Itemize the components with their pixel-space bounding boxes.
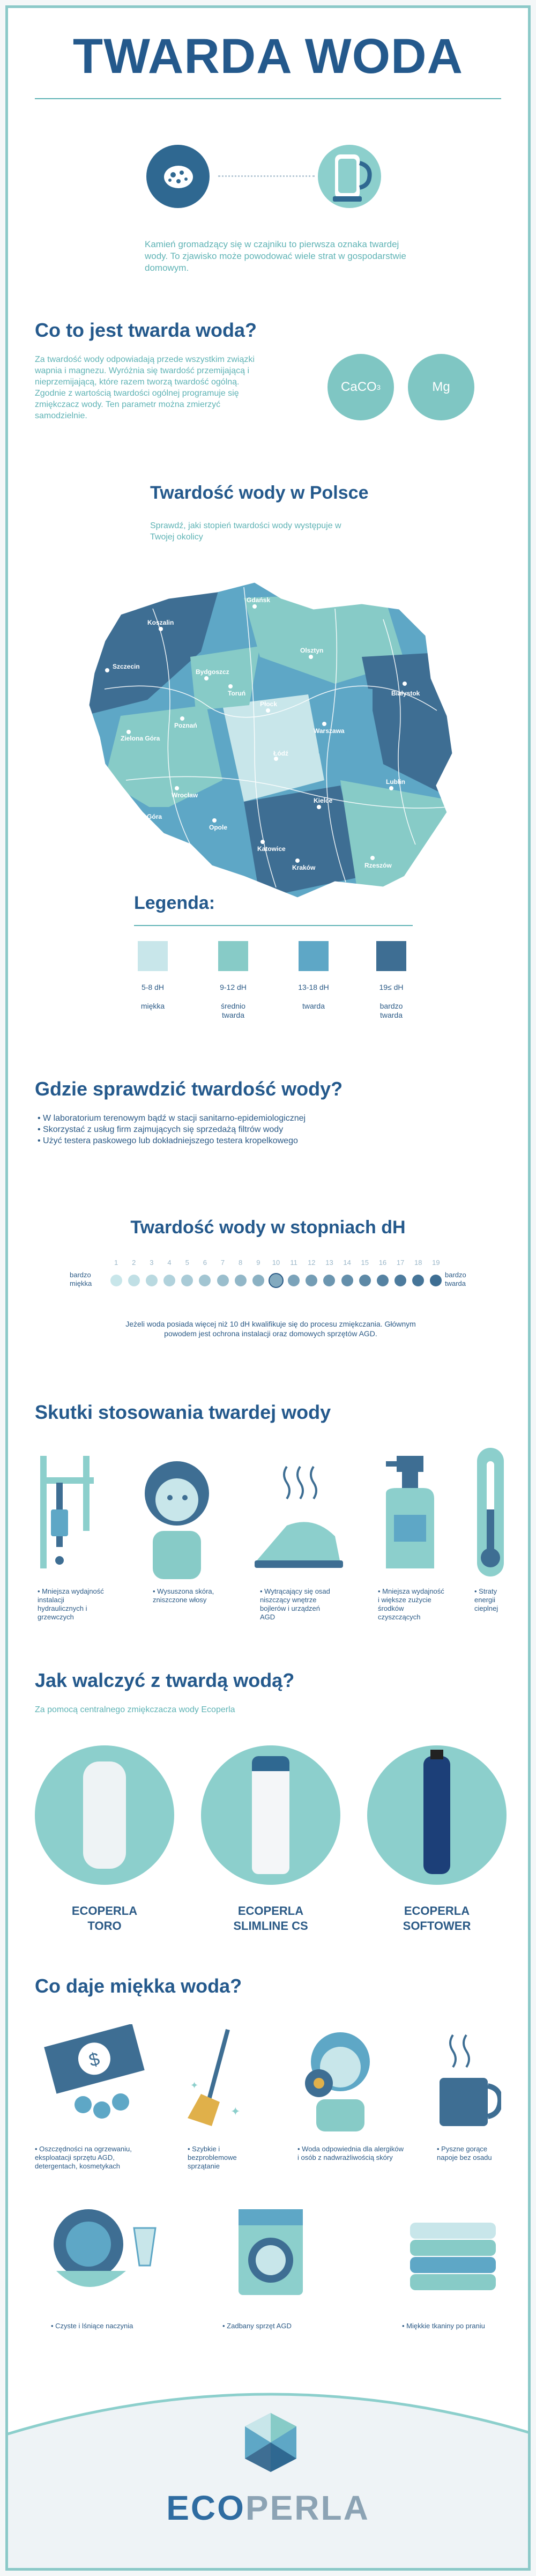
map-heading: Twardość wody w Polsce: [150, 483, 369, 503]
check-heading: Gdzie sprawdzić twardość wody?: [35, 1078, 343, 1100]
product-slimline-image: [201, 1745, 340, 1885]
what-is-heading: Co to jest twarda woda?: [35, 319, 257, 341]
legend-heading: Legenda:: [134, 893, 215, 913]
scale-dot: [110, 1275, 122, 1286]
scale-number: 1: [114, 1259, 118, 1267]
dishes-icon: [46, 2207, 163, 2298]
benefit-item: • Woda odpowiednia dla alergików i osób z nadwrażliwością skóry: [297, 2145, 404, 2162]
legend-swatch: [218, 941, 248, 971]
city-bialystok: Białystok: [391, 690, 420, 697]
title-divider: [35, 98, 501, 99]
scale-number: 8: [239, 1259, 243, 1267]
city-rzeszow: Rzeszów: [364, 862, 392, 869]
scale-dot: [163, 1275, 175, 1286]
city-poznan: Poznań: [174, 722, 197, 729]
dotted-connector: [218, 175, 315, 177]
scale-number: 5: [185, 1259, 189, 1267]
city-plock: Płock: [260, 700, 278, 708]
legend-swatch: [299, 941, 329, 971]
hardness-scale: [107, 1259, 445, 1291]
city-kielce: Kielce: [314, 797, 333, 804]
scale-number: 6: [203, 1259, 207, 1267]
scale-number: 3: [150, 1259, 154, 1267]
broom-icon: [180, 2024, 255, 2131]
spray-bottle-icon: [375, 1450, 440, 1574]
magnesium-badge: [408, 354, 474, 420]
product-toro-image: [35, 1745, 174, 1885]
scale-dot: [252, 1275, 264, 1286]
chem1-label: CaCO: [341, 380, 377, 394]
chem2-label: Mg: [432, 380, 450, 394]
limescale-icon: [146, 145, 210, 208]
legend-range: 19≤ dH: [379, 983, 404, 991]
scale-number: 11: [290, 1259, 297, 1267]
intro-text: Kamień gromadzący się w czajniku to pierwsza oznaka twardej wody. To zjawisko może powodować wiele strat w gospodarstwie domowym.: [145, 239, 406, 273]
ecoperla-logo-icon: [239, 2410, 303, 2475]
scale-dot: [377, 1275, 389, 1286]
benefit-item: • Zadbany sprzęt AGD: [222, 2322, 292, 2330]
benefit-item: • Czyste i lśniące naczynia: [51, 2322, 133, 2330]
legend-label: twarda: [302, 1002, 325, 1010]
city-krakow: Kraków: [292, 864, 316, 871]
city-szczecin: Szczecin: [113, 663, 140, 670]
scale-number: 15: [361, 1259, 369, 1267]
infographic: [5, 5, 531, 2571]
effect-item: • Straty energii cieplnej: [474, 1587, 498, 1612]
effect-item: • Wysuszona skóra, zniszczone włosy: [153, 1587, 214, 1604]
scale-left-label: bardzo miękka: [70, 1271, 92, 1287]
scale-dot: [146, 1275, 158, 1286]
scale-note: Jeżeli woda posiada więcej niż 10 dH kwalifikuje się do procesu zmiękczania. Głównym powodem jest ochrona instalacji oraz domowych sprzętów AGD.: [125, 1320, 416, 1338]
legend-label: bardzo twarda: [379, 1002, 403, 1019]
city-bydgoszcz: Bydgoszcz: [196, 668, 229, 676]
city-jelenia-gora: Jelenia Góra: [123, 813, 162, 820]
scale-number: 10: [272, 1259, 280, 1267]
thermometer-icon: [469, 1445, 512, 1579]
chem1-sub: 3: [376, 383, 381, 391]
scale-number: 13: [325, 1259, 333, 1267]
scale-number: 16: [378, 1259, 387, 1267]
washing-machine-icon: [217, 2204, 324, 2300]
legend-item: [292, 941, 335, 1011]
legend-swatch: [138, 941, 168, 971]
scale-dot: [359, 1275, 371, 1286]
towels-icon: [405, 2217, 501, 2298]
legend-divider: [134, 925, 413, 926]
city-wroclaw: Wrocław: [172, 791, 198, 799]
scale-number: 2: [132, 1259, 136, 1267]
city-olsztyn: Olsztyn: [300, 647, 324, 654]
check-item: • Skorzystać z usług firm zajmujących się sprzedażą filtrów wody: [38, 1125, 284, 1134]
iron-icon: [249, 1456, 351, 1574]
legend-range: 5-8 dH: [141, 983, 165, 991]
city-zielona-gora: Zielona Góra: [121, 735, 160, 742]
scale-number: 9: [256, 1259, 260, 1267]
product-softower-name: ECOPERLA SOFTOWER: [403, 1904, 471, 1933]
scale-dot: [412, 1275, 424, 1286]
city-lodz: Łódź: [273, 750, 288, 757]
scale-dot: [235, 1275, 247, 1286]
effect-item: • Mniejsza wydajność i większe zużycie środków czyszczących: [378, 1587, 444, 1621]
scale-heading: Twardość wody w stopniach dH: [130, 1217, 406, 1238]
legend-label: średnio twarda: [221, 1002, 245, 1019]
svg-text:✦: ✦: [230, 2105, 241, 2118]
scale-number: 18: [414, 1259, 422, 1267]
scale-dot: [341, 1275, 353, 1286]
product-slimline-name: ECOPERLA SLIMLINE CS: [233, 1904, 308, 1933]
scale-right-label: bardzo twarda: [445, 1271, 466, 1287]
scale-dot: [199, 1275, 211, 1286]
map-subheading: Sprawdź, jaki stopień twardości wody występuje w Twojej okolicy: [150, 521, 341, 542]
benefits-heading: Co daje miękka woda?: [35, 1975, 242, 1997]
legend: [134, 941, 423, 1021]
legend-item: [370, 941, 413, 1020]
calcium-carbonate-badge: [327, 354, 394, 420]
svg-text:$: $: [86, 2048, 102, 2071]
legend-label: miękka: [140, 1002, 165, 1010]
check-item: • W laboratorium terenowym bądź w stacji sanitarno-epidemiologicznej: [38, 1114, 306, 1123]
scale-number: 7: [220, 1259, 225, 1267]
check-list: [38, 1113, 477, 1146]
scale-dot: [430, 1275, 442, 1286]
scale-dot: [306, 1275, 317, 1286]
scale-dot: [323, 1275, 335, 1286]
city-lublin: Lublin: [386, 778, 405, 786]
city-warszawa: Warszawa: [314, 727, 345, 735]
scale-dot: [181, 1275, 193, 1286]
benefit-item: • Miękkie tkaniny po praniu: [402, 2322, 485, 2330]
scale-number: 14: [343, 1259, 351, 1267]
svg-text:✦: ✦: [190, 2080, 199, 2091]
scale-number: 4: [167, 1259, 172, 1267]
dry-hair-person-icon: [137, 1450, 217, 1579]
legend-item: [134, 941, 172, 1011]
page-title: TWARDA WODA: [72, 29, 464, 84]
scale-number: 19: [432, 1259, 440, 1267]
benefit-item: • Pyszne gorące napoje bez osadu: [437, 2145, 492, 2162]
benefit-item: • Oszczędności na ogrzewaniu, eksploatacji sprzętu AGD, detergentach, kosmetykach: [35, 2145, 132, 2170]
legend-range: 9-12 dH: [220, 983, 247, 991]
legend-item: [209, 941, 257, 1020]
fight-heading: Jak walczyć z twardą wodą?: [35, 1669, 295, 1691]
kettle-icon: [318, 145, 381, 208]
product-softower-image: [367, 1745, 507, 1885]
fight-subheading: Za pomocą centralnego zmiękczacza wody Ecoperla: [35, 1705, 235, 1714]
hot-drink-icon: [431, 2030, 501, 2131]
city-gdansk: Gdańsk: [247, 596, 271, 604]
poland-map: [83, 576, 458, 920]
scale-dot: [217, 1275, 229, 1286]
effects-heading: Skutki stosowania twardej wody: [35, 1401, 331, 1423]
city-katowice: Katowice: [257, 845, 286, 853]
what-is-text: Za twardość wody odpowiadają przede wszystkim związki wapnia i magnezu. Wyróżnia się twardość przemijającą i nieprzemijającą, które razem tworzą twardość ogólną. Zgodnie z wartością twardości ogólnej programuje się zmiękczacz wody. Ten parametr można zmierzyć samodzielnie.: [35, 355, 255, 420]
benefit-item: • Szybkie i bezproblemowe sprzątanie: [188, 2145, 237, 2170]
scale-dot: [288, 1275, 300, 1286]
legend-swatch: [376, 941, 406, 971]
scale-dot: [269, 1273, 284, 1288]
scale-dot: [128, 1275, 140, 1286]
scale-number: 17: [396, 1259, 405, 1267]
brand-wordmark: ECOPERLA: [166, 2489, 370, 2527]
pipes-icon: [35, 1445, 99, 1579]
check-item: • Użyć testera paskowego lub dokładniejszego testera kropelkowego: [38, 1136, 298, 1145]
city-koszalin: Koszalin: [147, 619, 174, 626]
legend-range: 13-18 dH: [298, 983, 329, 991]
scale-dot: [394, 1275, 406, 1286]
city-opole: Opole: [209, 824, 228, 831]
product-toro-name: ECOPERLA TORO: [71, 1904, 138, 1933]
effect-item: • Mniejsza wydajność instalacji hydraulicznych i grzewczych: [38, 1587, 104, 1621]
scale-number: 12: [308, 1259, 316, 1267]
money-icon: [40, 2024, 147, 2126]
city-torun: Toruń: [228, 690, 246, 697]
allergy-person-icon: [297, 2024, 378, 2131]
effect-item: • Wytrącający się osad niszczący wnętrze bojlerów i urządzeń AGD: [260, 1587, 330, 1621]
